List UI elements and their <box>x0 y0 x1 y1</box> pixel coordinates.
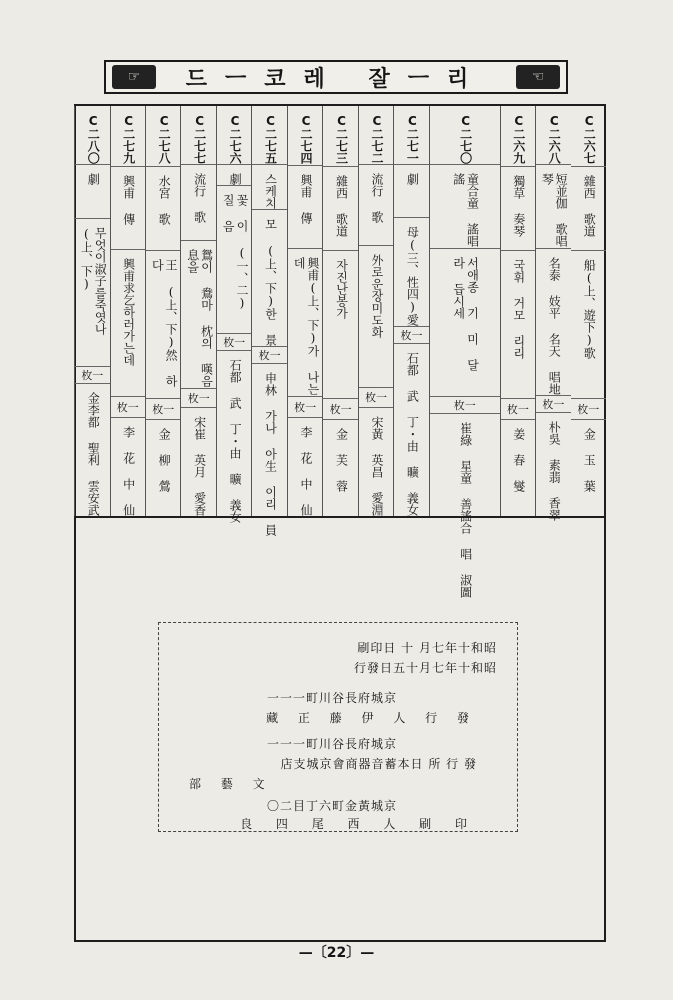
record-title: 자진난봉가 <box>334 259 349 319</box>
record-artist: 朴吳 素翡 香翠 <box>547 421 562 521</box>
record-genre: 短並伽 歌唱琴 <box>540 173 569 247</box>
publish-date: 行發日五十月七年十和昭 <box>353 661 497 675</box>
publisher-address: 一一一町川谷長府城京 <box>266 691 397 705</box>
record-column <box>358 106 393 516</box>
record-title: 서애종 기 미 달 라 듭시세 <box>451 257 480 371</box>
record-column <box>110 106 145 516</box>
record-column <box>429 106 500 598</box>
record-title: 鴛이 鴦마 枕의 嘆음 息을 <box>185 249 214 388</box>
record-number: C二八〇 <box>86 114 101 164</box>
record-column <box>393 106 428 516</box>
record-title: 外로운장미도화 <box>369 253 384 338</box>
record-column <box>180 106 215 516</box>
record-genre: 流行 歌 <box>192 173 207 223</box>
record-artist: 宋崔 英月 愛香 <box>192 416 207 516</box>
record-column <box>571 106 606 516</box>
record-title: 꽃 이 (一、二) 질 음 <box>221 194 249 310</box>
record-number: C二七五 <box>263 114 278 164</box>
distributor-address: 一一一町川谷長府城京 <box>266 737 397 751</box>
record-genre: 童合童 謠唱謠 <box>451 173 480 247</box>
record-title: 王 (上、下)然 하 다 <box>150 259 179 387</box>
distributor-department: 部 藝 文 <box>189 777 273 791</box>
record-price: 枚一 <box>223 336 246 349</box>
record-price: 枚一 <box>294 401 317 415</box>
record-number: C二七八 <box>157 114 172 164</box>
record-price: 枚一 <box>152 403 175 416</box>
record-artist: 申林 가나 아生 이리 員 <box>263 372 278 536</box>
record-column <box>251 106 286 536</box>
record-genre: 劇 <box>228 173 243 185</box>
record-artist: 李 花 中 仙 <box>299 426 314 517</box>
record-price: 枚一 <box>453 399 476 412</box>
record-artist: 金李都 聖利 雲安武 <box>86 392 101 516</box>
record-price: 枚一 <box>116 401 139 415</box>
record-number: C二七一 <box>405 114 420 164</box>
record-column <box>145 106 180 516</box>
record-price: 枚一 <box>542 398 565 411</box>
record-number: C二六九 <box>511 114 526 164</box>
record-price: 枚一 <box>81 369 104 382</box>
record-number: C二七六 <box>228 114 243 164</box>
record-artist: 宋黃 英昌 愛淵 <box>369 416 384 516</box>
record-column <box>500 106 535 516</box>
record-title: 名泰 妓平 名天 唱地 <box>547 257 562 395</box>
record-genre: 興甫 傳 <box>299 174 314 225</box>
record-column <box>535 106 570 521</box>
record-title: 무엇이淑子를죽엿나 (上、下) <box>79 227 108 335</box>
record-title: 국휘 거모 리리 <box>511 259 526 359</box>
record-genre: 獨草 奏琴 <box>511 175 526 237</box>
record-price: 枚一 <box>400 329 423 342</box>
record-genre: 流行 歌 <box>369 173 384 223</box>
banner <box>104 60 568 94</box>
record-artist: 石都 武 丁・由 曠 義女 <box>228 359 243 523</box>
banner-title: 드ㅡ코레 잘ㅡ리 <box>185 66 487 92</box>
page-number: —〔22〕— <box>298 945 375 961</box>
record-number: C二六七 <box>582 114 597 164</box>
record-number: C二七〇 <box>458 114 473 164</box>
record-number: C二六八 <box>547 114 562 164</box>
record-artist: 金 玉 葉 <box>582 428 597 492</box>
record-title: 母(三、性四)愛 <box>405 226 420 326</box>
record-genre: 雜西 歌道 <box>334 175 349 237</box>
record-artist: 李 花 中 仙 <box>121 426 136 516</box>
colophon-box <box>158 622 518 832</box>
record-title: 興甫(上、下)가 나는데 <box>292 257 320 396</box>
pointing-hand-icon-left: ☞ <box>112 65 156 89</box>
record-price: 枚一 <box>258 349 281 362</box>
record-price: 枚一 <box>506 403 529 416</box>
record-column <box>74 106 109 516</box>
record-artist: 金 芙 蓉 <box>334 428 349 492</box>
record-number: C二七七 <box>192 114 207 164</box>
printer-address: 〇二目丁六町金黃城京 <box>266 799 397 813</box>
pointing-hand-icon-right: ☜ <box>516 65 560 89</box>
record-genre: 劇 <box>86 173 101 185</box>
record-number: C二七二 <box>369 114 384 164</box>
record-genre: 스케치 <box>263 173 278 209</box>
record-artist: 金 柳 鶯 <box>157 428 172 492</box>
record-artist: 石都 武 丁・由 曠 義女 <box>405 352 420 516</box>
record-price: 枚一 <box>187 392 210 406</box>
distributor-name: 店支城京會商器音蓄本日 所 行 發 <box>280 757 477 771</box>
printer-name: 良 四 尾 西 人 刷 印 <box>240 817 477 831</box>
record-genre: 雜西 歌道 <box>582 175 597 237</box>
record-column <box>322 106 357 516</box>
record-title: 興甫求乞하러가는데 <box>121 258 136 367</box>
record-number: C二七四 <box>299 114 314 164</box>
record-price: 枚一 <box>329 403 352 416</box>
publisher-name: 藏 正 藤 伊 人 行 發 <box>266 711 477 725</box>
print-date: 刷印日 十 月七年十和昭 <box>357 641 497 655</box>
record-genre: 劇 <box>405 173 420 185</box>
record-genre: 興甫 傳 <box>121 174 136 225</box>
record-title: 모 (上、下)한 景 <box>263 218 278 346</box>
record-table <box>74 106 606 598</box>
record-column <box>216 106 251 523</box>
record-price: 枚一 <box>577 403 600 416</box>
record-title: 船(上、遊下)歌 <box>582 259 597 359</box>
record-number: C二七三 <box>334 114 349 164</box>
record-number: C二七九 <box>121 114 136 164</box>
record-price: 枚一 <box>365 391 388 405</box>
record-genre: 水宮 歌 <box>157 175 172 225</box>
record-artist: 姜 春 燮 <box>511 428 526 492</box>
record-column <box>287 106 322 516</box>
record-artist: 崔綠 星童 善謠合 唱 淑圖 <box>458 422 473 598</box>
